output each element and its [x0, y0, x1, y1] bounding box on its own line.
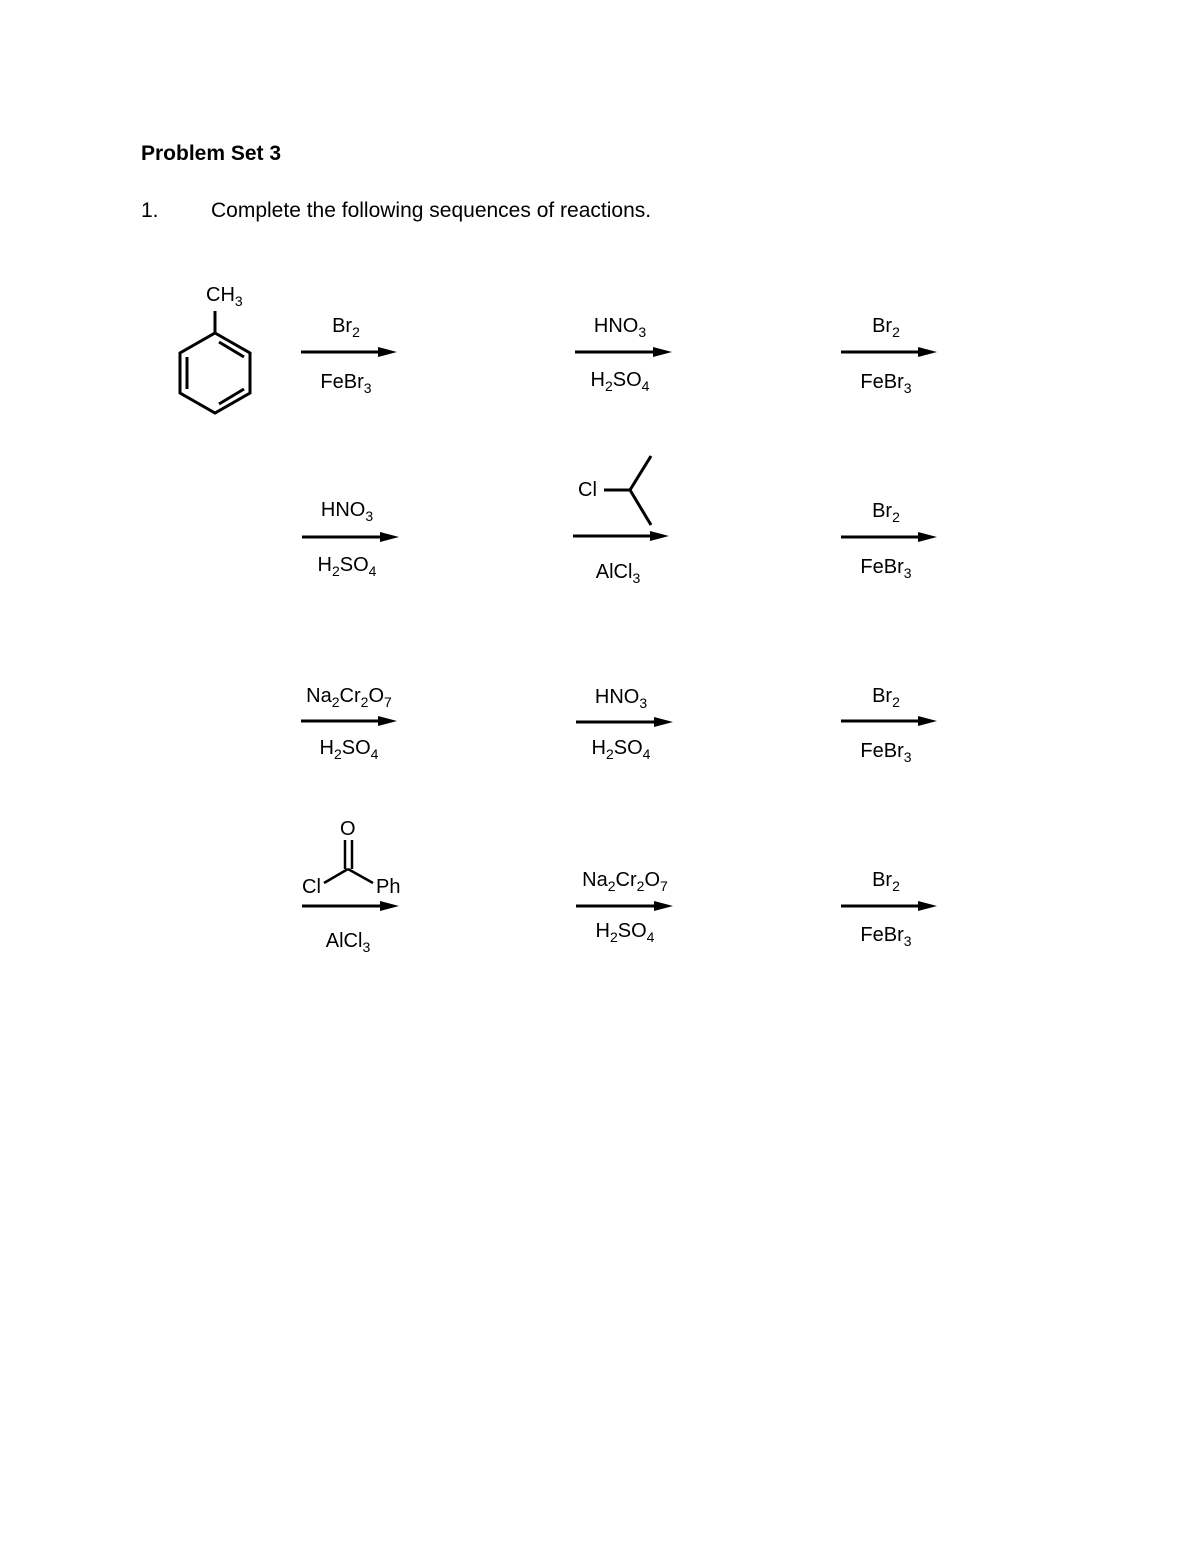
reagent-label: $Br_2$: [332, 315, 360, 340]
reagent-label: FeBr$_3$: [860, 924, 912, 949]
arrowhead: [653, 347, 672, 357]
arrowhead: [918, 532, 937, 542]
reagent-label: $HNO_3$: [594, 686, 648, 711]
reagent-label: $Br_2$: [872, 315, 900, 340]
question-number: 1.: [141, 199, 159, 222]
reagent-label: $Br_2$: [872, 685, 900, 710]
page-title: Problem Set 3: [141, 142, 282, 165]
chlorine-label: Cl: [302, 876, 321, 898]
oxygen-label: O: [340, 818, 356, 840]
reagent-label: FeBr$_3$: [860, 371, 912, 396]
arrowhead: [918, 716, 937, 726]
reagent-label: $H_2SO_4$: [319, 737, 379, 762]
arrowhead: [918, 347, 937, 357]
reagent-label: $H_2SO_4$: [591, 737, 651, 762]
arrowhead: [380, 532, 399, 542]
reagent-label: FeBr$_3$: [860, 740, 912, 765]
reagent-label: $H_2SO_4$: [590, 369, 650, 394]
arrowhead: [918, 901, 937, 911]
isopropyl-chloride-structure: [604, 456, 651, 525]
arrowhead: [380, 901, 399, 911]
reagent-label: $Na_2Cr_2O_7$: [582, 869, 668, 894]
benzoyl-chloride-structure: [324, 840, 373, 883]
arrowhead: [650, 531, 669, 541]
reagent-label: $H_2SO_4$: [595, 920, 655, 945]
arrowhead: [654, 901, 673, 911]
methyl-label: $CH_3$: [206, 284, 243, 309]
question-text: Complete the following sequences of reactions.: [211, 199, 652, 222]
reagent-label: $Br_2$: [872, 500, 900, 525]
reagent-label: $HNO_3$: [593, 315, 647, 340]
arrowhead: [378, 716, 397, 726]
reagent-label: $Na_2Cr_2O_7$: [306, 685, 392, 710]
reagent-label: $HNO_3$: [320, 499, 374, 524]
chlorine-label: Cl: [578, 479, 597, 501]
reagent-label: $Br_2$: [872, 869, 900, 894]
reagent-label: AlCl$_3$: [595, 561, 641, 586]
arrowhead: [378, 347, 397, 357]
reagent-label: $H_2SO_4$: [317, 554, 377, 579]
arrowhead: [654, 717, 673, 727]
phenyl-label: Ph: [376, 876, 401, 898]
reagent-label: AlCl$_3$: [325, 930, 371, 955]
reagent-label: FeBr$_3$: [320, 371, 372, 396]
reagent-label: FeBr$_3$: [860, 556, 912, 581]
